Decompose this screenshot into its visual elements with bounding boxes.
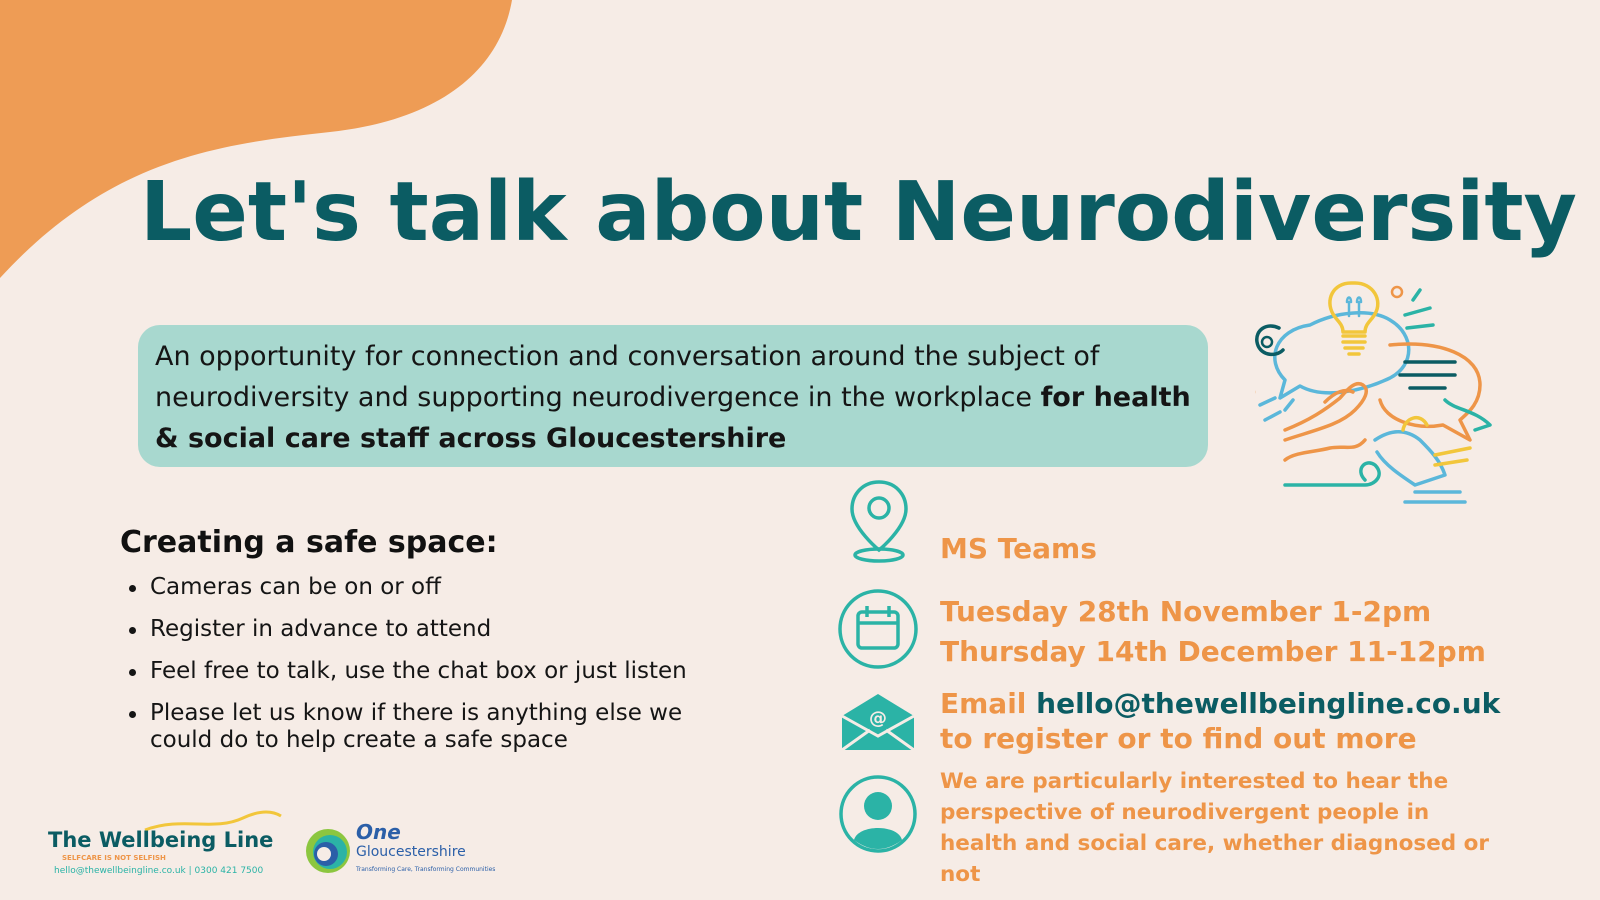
conversation-illustration-icon	[1255, 280, 1515, 515]
one-gloucestershire-logo	[304, 820, 524, 884]
list-item: Feel free to talk, use the chat box or just listen	[150, 658, 750, 685]
date-line: Thursday 14th December 11-12pm	[940, 635, 1486, 668]
list-item: Register in advance to attend	[150, 616, 750, 643]
email-block	[940, 686, 1500, 756]
one-gloucestershire-name: Gloucestershire	[356, 844, 466, 860]
page-title: Let's talk about Neurodiversity	[140, 165, 1578, 260]
one-gloucestershire-one: One	[356, 820, 401, 844]
intro-bold-text: for health & social care staff across Gloucestershire	[155, 382, 1191, 454]
one-gloucestershire-tagline: Transforming Care, Transforming Communities	[356, 866, 496, 873]
safe-space-heading: Creating a safe space:	[120, 525, 498, 560]
location-pin-icon	[846, 478, 912, 566]
safe-space-list	[120, 574, 750, 769]
wellbeing-line-name: The Wellbeing Line	[48, 828, 274, 852]
svg-text:@: @	[869, 708, 887, 729]
list-item: Cameras can be on or off	[150, 574, 750, 601]
wellbeing-line-tagline: SELFCARE IS NOT SELFISH	[62, 854, 166, 862]
intro-text: An opportunity for connection and conversation around the subject of neurodiversity and supporting neurodivergence in the workplace	[155, 341, 1100, 413]
date-line: Tuesday 28th November 1-2pm	[940, 595, 1432, 628]
location-text: MS Teams	[940, 532, 1097, 565]
dates-block	[940, 592, 1486, 672]
email-suffix: to register or to find out more	[940, 722, 1417, 755]
list-item: Please let us know if there is anything else we could do to help create a safe space	[150, 700, 750, 754]
person-icon	[838, 774, 918, 854]
calendar-icon	[836, 587, 920, 671]
one-gloucestershire-rings-icon	[304, 826, 352, 876]
email-envelope-icon	[838, 692, 918, 754]
wellbeing-line-contact: hello@thewellbeingline.co.uk | 0300 421 7500	[54, 866, 264, 876]
email-link[interactable]: hello@thewellbeingline.co.uk	[1036, 687, 1501, 720]
email-label: Email	[940, 687, 1037, 720]
intro-box	[138, 325, 1208, 467]
wellbeing-line-logo	[48, 808, 278, 878]
note-text: We are particularly interested to hear the perspective of neurodivergent people in health and social care, whether diagnosed or not	[940, 769, 1490, 887]
